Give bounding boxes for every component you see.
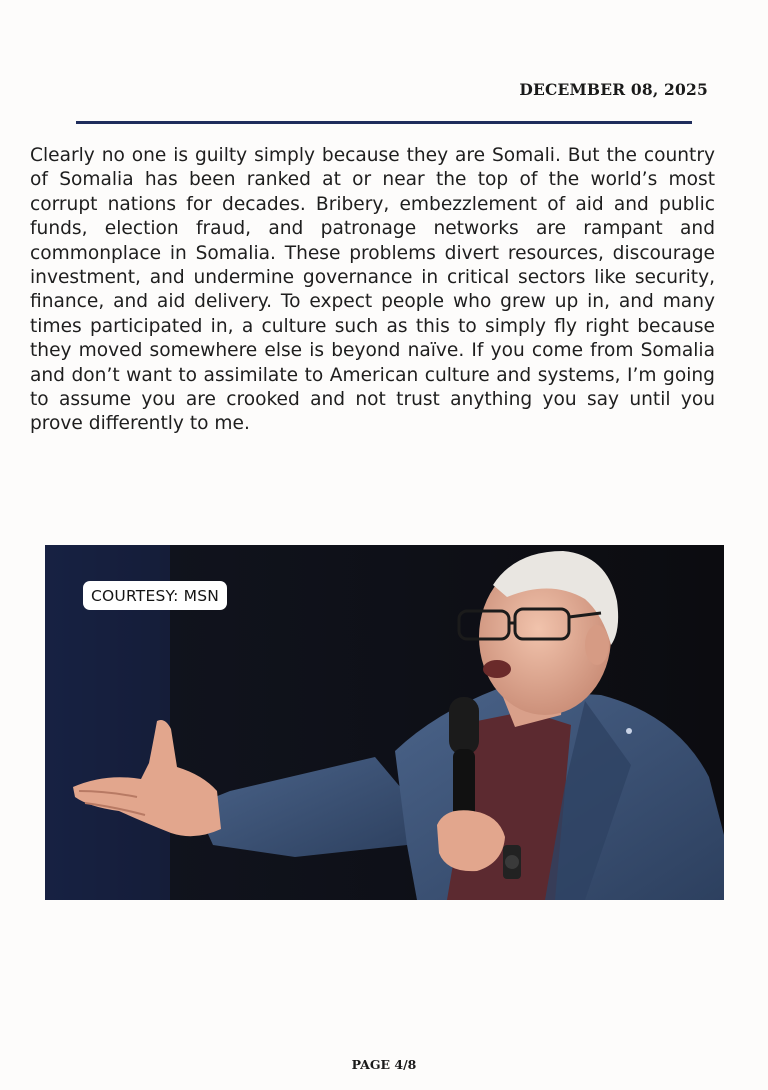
header-rule: [76, 121, 692, 124]
article-photo: [45, 545, 724, 900]
photo-credit-badge: COURTESY: MSN: [83, 581, 227, 610]
article-paragraph: Clearly no one is guilty simply because they are Somali. But the country of Somalia has been ranked at or near the top of the world’s most corrupt nations for decades. Bribery, embezzlement of aid and public funds, election fraud, and patronage networks are rampant and commonplace in Somalia. These problems divert resources, discourage investment, and undermine governance in critical sectors like security, finance, and aid delivery. To expect people who grew up in, and many times participated in, a culture such as this to simply fly right because they moved somewhere else is beyond naïve. If you come from Somalia and don’t want to assimilate to American culture and systems, I’m going to assume you are crooked and not trust anything you say until you prove differently to me.: [30, 145, 715, 435]
page-number: PAGE 4/8: [351, 1057, 417, 1072]
date-line: DECEMBER 08, 2025: [519, 80, 708, 99]
